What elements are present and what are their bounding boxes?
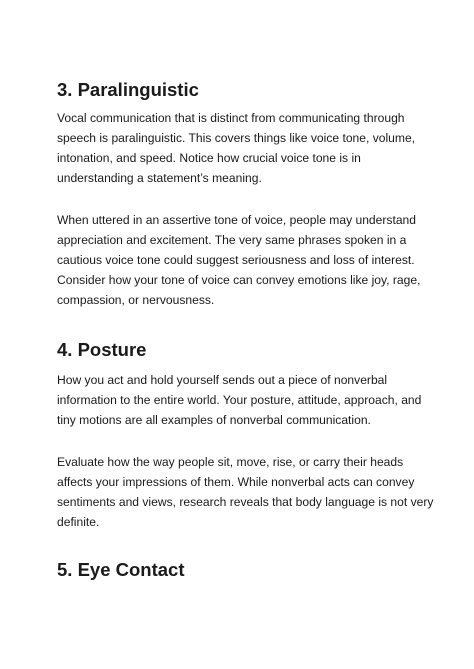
text-line: intonation, and speed. Notice how crucial voice tone is in	[57, 151, 361, 166]
text-line: cautious voice tone could suggest seriousness and loss of interest.	[57, 253, 415, 268]
text-line: tiny motions are all examples of nonverbal communication.	[57, 413, 371, 428]
text-line: Vocal communication that is distinct from communicating through	[57, 111, 405, 125]
text-line: compassion, or nervousness.	[57, 293, 215, 308]
text-line: When uttered in an assertive tone of voice, people may understand	[57, 213, 416, 227]
section-heading-paralinguistic: 3. Paralinguistic	[57, 79, 199, 100]
text-line: definite.	[57, 515, 100, 530]
text-line: affects your impressions of them. While nonverbal acts can convey	[57, 475, 415, 490]
text-line: speech is paralinguistic. This covers things like voice tone, volume,	[57, 131, 416, 146]
paragraph-posture-2	[57, 452, 433, 532]
paragraph-paralinguistic-2	[57, 210, 420, 310]
paragraph-posture-1	[57, 370, 421, 430]
section-heading-eye-contact: 5. Eye Contact	[57, 559, 185, 580]
section-heading-posture: 4. Posture	[57, 339, 147, 360]
text-line: sentiments and views, research reveals that body language is not very	[57, 495, 434, 510]
paragraph-paralinguistic-1	[57, 108, 415, 188]
text-line: Consider how your tone of voice can convey emotions like joy, rage,	[57, 273, 421, 288]
text-line: appreciation and excitement. The very same phrases spoken in a	[57, 233, 407, 248]
text-line: information to the entire world. Your posture, attitude, approach, and	[57, 393, 422, 408]
text-line: Evaluate how the way people sit, move, rise, or carry their heads	[57, 455, 404, 469]
text-line: How you act and hold yourself sends out a piece of nonverbal	[57, 373, 388, 387]
text-line: understanding a statement’s meaning.	[57, 171, 262, 186]
